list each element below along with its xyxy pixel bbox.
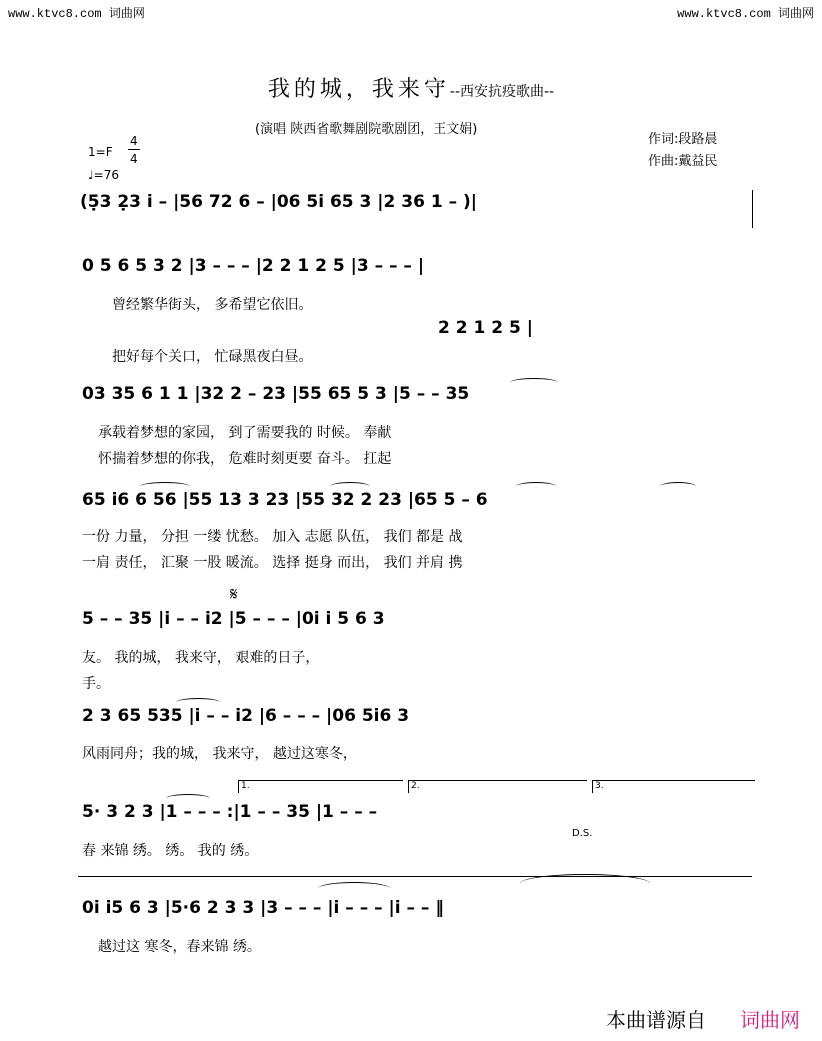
lyric-line: 春 来锦 绣。 绣。 我的 绣。	[82, 843, 259, 859]
ds-mark: D.S.	[572, 828, 593, 839]
quarter-note-icon: ♩	[88, 168, 94, 182]
lyric-line: 把好每个关口， 忙碌黑夜白昼。	[112, 349, 313, 365]
notation-line: 65 i6 6 56 |55 13 3 23 |55 32 2 23 |65 5 – 6	[82, 490, 488, 510]
composer: 作曲:戴益民	[648, 154, 718, 169]
song-title	[0, 72, 822, 103]
volta-bracket-3: 3.	[592, 780, 755, 793]
watermark-left: www.ktvc8.com 词曲网	[8, 7, 145, 21]
performers: (演唱 陕西省歌舞剧院歌剧团，王文娟)	[255, 122, 478, 137]
volta-bracket-2: 2.	[408, 780, 587, 793]
footer-site-link[interactable]: 词曲网	[740, 1008, 800, 1032]
slur	[660, 482, 696, 491]
time-sig-bottom: 4	[130, 152, 138, 166]
slur	[520, 874, 650, 893]
title-subtitle: --西安抗疫歌曲--	[449, 84, 555, 100]
time-sig-top: 4	[130, 134, 138, 148]
lyric-line: 一份 力量， 分担 一缕 忧愁。 加入 志愿 队伍， 我们 都是 战	[82, 529, 463, 545]
segno-icon: 𝄋	[230, 584, 238, 605]
notation-line: 2 3 65 535 |i – – i2 |6 – – – |06 5i6 3	[82, 706, 410, 726]
watermark-right: www.ktvc8.com 词曲网	[677, 7, 814, 21]
footer-source-text: 本曲谱源自	[606, 1008, 706, 1032]
notation-line: 0 5 6 5 3 2 |3 – – – |2 2 1 2 5 |3 – – – |	[82, 256, 425, 276]
lyric-line: 手。	[82, 676, 110, 692]
slur	[510, 378, 558, 387]
lyricist: 作词:段路晨	[648, 132, 718, 147]
notation-line: 03 35 6 1 1 |32 2 – 23 |55 65 5 3 |5 – – 35	[82, 384, 470, 404]
lyric-line: 曾经繁华街头， 多希望它依旧。	[112, 297, 313, 313]
lyric-line: 一肩 责任， 汇聚 一股 暖流。 选择 挺身 而出， 我们 并肩 携	[82, 555, 463, 571]
tempo-mark: ♩=76	[88, 168, 119, 182]
time-sig-divider	[128, 149, 140, 150]
lyric-line: 风雨同舟；我的城， 我来守， 越过这寒冬，	[82, 746, 357, 762]
barline	[752, 190, 753, 228]
key-signature: 1=F	[88, 145, 113, 159]
lyric-line: 越过这 寒冬，春来锦 绣。	[98, 939, 261, 955]
slur	[176, 698, 220, 707]
title-main: 我的城，我来守	[267, 77, 450, 102]
lyric-line: 友。 我的城， 我来守， 艰难的日子，	[82, 650, 320, 666]
volta-bracket-1: 1.	[238, 780, 403, 793]
slur	[140, 482, 190, 491]
slur	[516, 482, 556, 491]
slur	[330, 482, 370, 491]
notation-line: 0i i5 6 3 |5·6 2 3 3 |3 – – – |i – – – |i – – ‖	[82, 898, 444, 918]
lyric-line: 怀揣着梦想的你我， 危难时刻更要 奋斗。 扛起	[98, 451, 392, 467]
final-volta-line	[78, 876, 752, 877]
lyric-line: 承载着梦想的家园， 到了需要我的 时候。 奉献	[98, 425, 392, 441]
slur	[166, 794, 210, 803]
notation-line: 2 2 1 2 5 |	[438, 318, 533, 338]
notation-line: 5· 3 2 3 |1 – – – :|1 – – 35 |1 – – –	[82, 802, 378, 822]
notation-line: (5̣3 2̣3 i – |56 72 6 – |06 5i 65 3 |2 36 1 – )|	[80, 192, 477, 212]
slur	[318, 882, 390, 895]
notation-line: 5 – – 35 |i – – i2 |5 – – – |0i i 5 6 3	[82, 609, 385, 629]
